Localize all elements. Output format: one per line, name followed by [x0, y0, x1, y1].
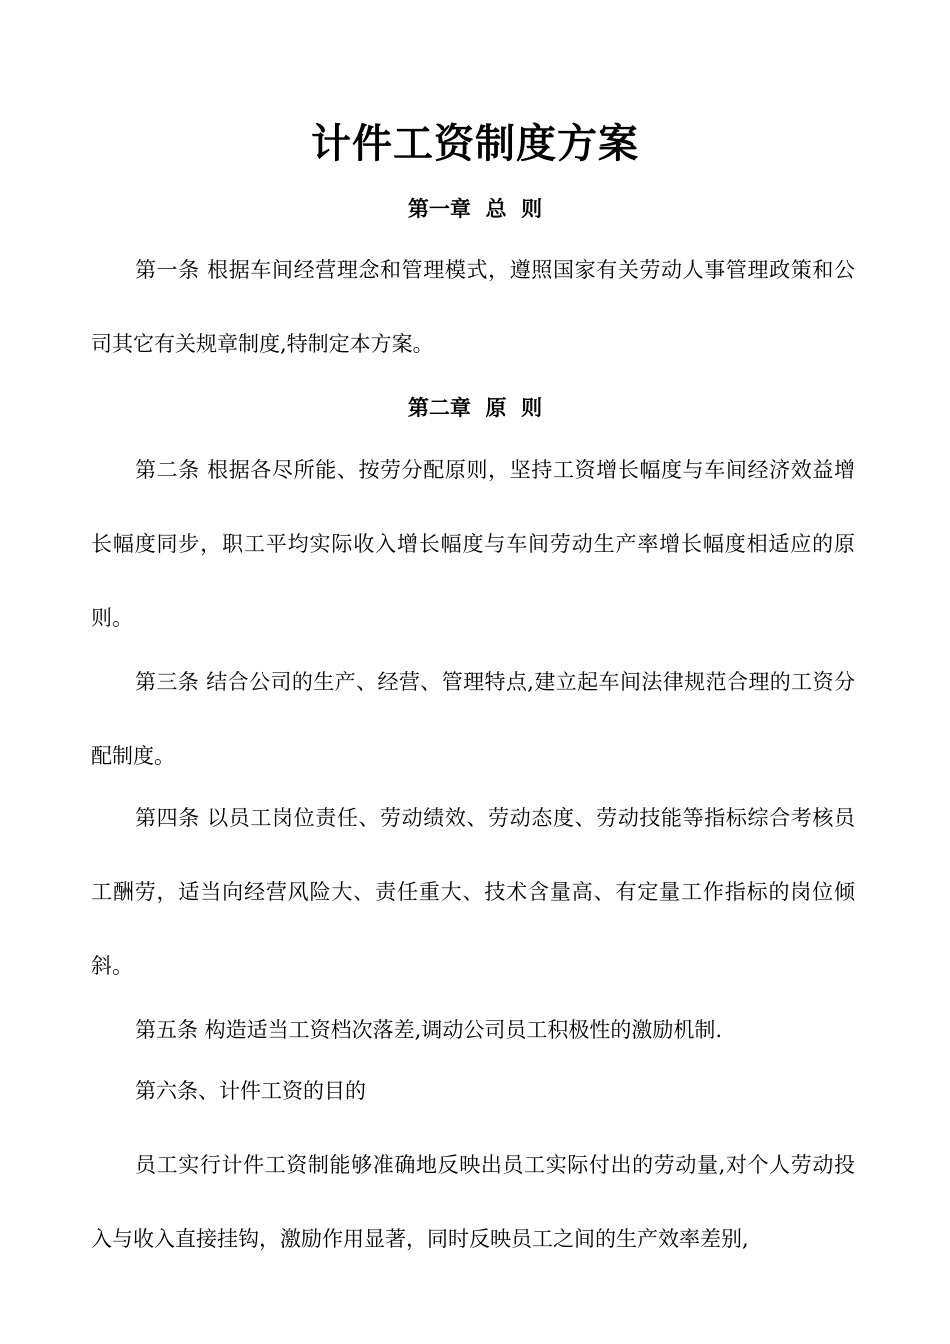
article-6-body: 员工实行计件工资制能够准确地反映出员工实际付出的劳动量,对个人劳动投入与收入直接挂钩，激励作用显著，同时反映员工之间的生产效率差别,	[91, 1153, 855, 1251]
article-4: 第四条 以员工岗位责任、劳动绩效、劳动态度、劳动技能等指标综合考核员工酬劳，适当向经营风险大、责任重大、技术含量高、有定量工作指标的岗位倾斜。	[91, 806, 855, 978]
document-title: 计件工资制度方案	[311, 120, 639, 167]
article-6-heading: 第六条、计件工资的目的	[135, 1079, 366, 1103]
article-1: 第一条 根据车间经营理念和管理模式，遵照国家有关劳动人事管理政策和公司其它有关规章制度,特制定本方案。	[91, 258, 855, 356]
chapter-heading-2: 第二章 原 则	[407, 395, 543, 420]
article-2: 第二条 根据各尽所能、按劳分配原则，坚持工资增长幅度与车间经济效益增长幅度同步，职工平均实际收入增长幅度与车间劳动生产率增长幅度相适应的原则。	[91, 458, 855, 630]
article-5: 第五条 构造适当工资档次落差,调动公司员工积极性的激励机制.	[135, 1018, 723, 1042]
chapter-heading-1: 第一章 总 则	[407, 196, 543, 221]
article-3: 第三条 结合公司的生产、经营、管理特点,建立起车间法律规范合理的工资分配制度。	[91, 670, 855, 768]
